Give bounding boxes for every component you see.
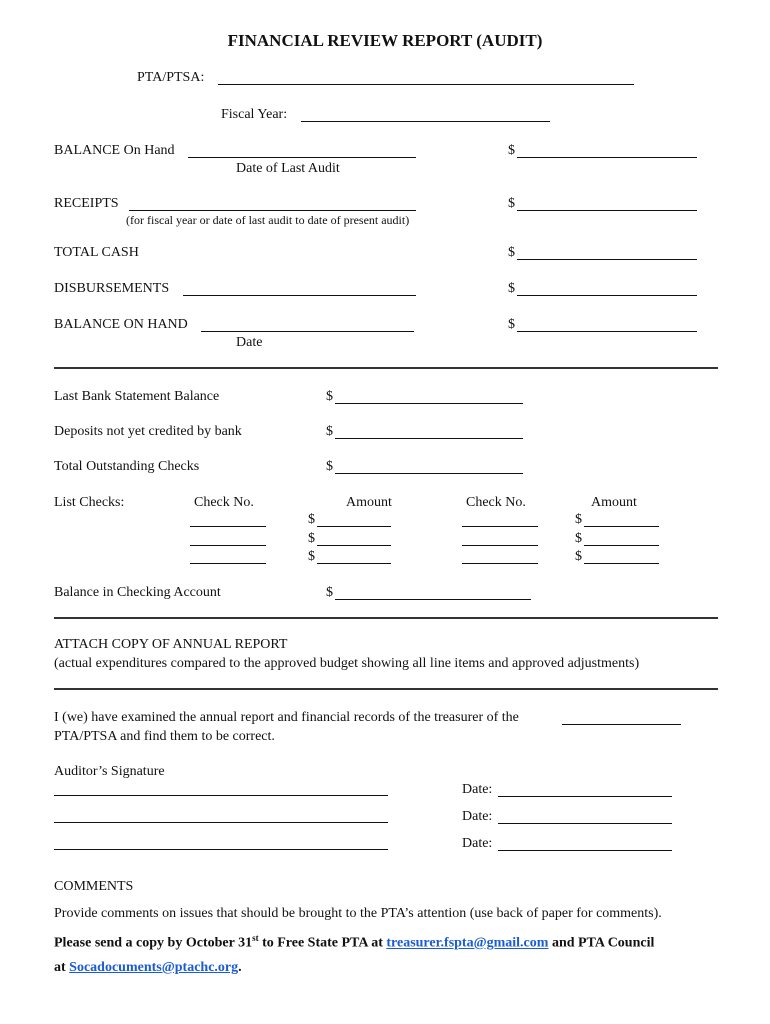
check-no-field[interactable] (190, 545, 266, 546)
balance-on-hand-end-label: BALANCE ON HAND (54, 317, 188, 332)
send-and: and PTA Council (548, 935, 655, 951)
signature-date-field[interactable] (498, 850, 672, 851)
last-bank-statement-label: Last Bank Statement Balance (54, 389, 220, 404)
pta-label: PTA/PTSA: (137, 70, 205, 85)
period: . (238, 960, 242, 975)
balance-on-hand-label: BALANCE On Hand (54, 143, 175, 158)
check-no-field[interactable] (462, 526, 538, 527)
amount-header: Amount (591, 495, 637, 510)
comments-heading: COMMENTS (54, 879, 134, 894)
dollar-sign: $ (575, 549, 582, 564)
date-label: Date: (462, 836, 493, 851)
check-no-header: Check No. (466, 495, 526, 510)
disbursements-amount[interactable] (517, 295, 697, 296)
list-checks-label: List Checks: (54, 495, 125, 510)
section-divider (54, 688, 718, 690)
check-amount-field[interactable] (584, 545, 659, 546)
dollar-sign: $ (575, 531, 582, 546)
send-instructions (54, 933, 654, 952)
balance-on-hand-amount[interactable] (517, 157, 697, 158)
check-no-header: Check No. (194, 495, 254, 510)
check-amount-field[interactable] (317, 563, 391, 564)
balance-checking-amount[interactable] (335, 599, 531, 600)
fiscal-year-label: Fiscal Year: (221, 107, 288, 122)
dollar-sign: $ (508, 196, 515, 211)
send-mid: to Free State PTA at (258, 935, 387, 951)
email-link-council[interactable]: Socadocuments@ptachc.org (69, 960, 239, 975)
send-sup: st (252, 933, 259, 943)
attach-note: (actual expenditures compared to the approved budget showing all line items and approved adjustments) (54, 656, 640, 671)
fiscal-year-field[interactable] (301, 121, 550, 122)
dollar-sign: $ (326, 424, 333, 439)
send-instructions-continued (54, 960, 242, 976)
date-label: Date: (462, 809, 493, 824)
dollar-sign: $ (326, 459, 333, 474)
certify-line-2: PTA/PTSA and find them to be correct. (54, 729, 275, 744)
comments-text: Provide comments on issues that should be brought to the PTA’s attention (use back of paper for comments). (54, 906, 662, 921)
at-label: at (54, 960, 70, 975)
disbursements-label: DISBURSEMENTS (54, 281, 170, 296)
outstanding-checks-label: Total Outstanding Checks (54, 459, 200, 474)
pta-name-field[interactable] (218, 84, 634, 85)
check-no-field[interactable] (462, 545, 538, 546)
balance-on-hand-end-amount[interactable] (517, 331, 697, 332)
signature-date-field[interactable] (498, 796, 672, 797)
check-amount-field[interactable] (317, 545, 391, 546)
check-no-field[interactable] (462, 563, 538, 564)
check-amount-field[interactable] (584, 526, 659, 527)
deposits-label: Deposits not yet credited by bank (54, 424, 242, 439)
dollar-sign: $ (575, 512, 582, 527)
balance-on-hand-field[interactable] (188, 157, 416, 158)
total-cash-label: TOTAL CASH (54, 245, 139, 260)
total-cash-amount[interactable] (517, 259, 697, 260)
check-amount-field[interactable] (584, 563, 659, 564)
certify-line-1: I (we) have examined the annual report and financial records of the treasurer of the (54, 710, 519, 725)
auditor-signature-field[interactable] (54, 849, 388, 850)
auditor-signature-label: Auditor’s Signature (54, 764, 165, 779)
dollar-sign: $ (326, 585, 333, 600)
balance-checking-label: Balance in Checking Account (54, 585, 221, 600)
receipts-amount[interactable] (517, 210, 697, 211)
send-prefix: Please send a copy by October 31 (54, 935, 253, 951)
section-divider (54, 367, 718, 369)
dollar-sign: $ (308, 549, 315, 564)
date-label: Date (236, 335, 263, 350)
dollar-sign: $ (508, 317, 515, 332)
dollar-sign: $ (508, 281, 515, 296)
attach-heading: ATTACH COPY OF ANNUAL REPORT (54, 637, 288, 652)
signature-date-field[interactable] (498, 823, 672, 824)
check-no-field[interactable] (190, 526, 266, 527)
dollar-sign: $ (508, 245, 515, 260)
dollar-sign: $ (508, 143, 515, 158)
date-of-last-audit-label: Date of Last Audit (236, 161, 340, 176)
deposits-amount[interactable] (335, 438, 523, 439)
page-title: FINANCIAL REVIEW REPORT (AUDIT) (227, 31, 543, 50)
receipts-label: RECEIPTS (54, 196, 119, 211)
email-link-fspta[interactable]: treasurer.fspta@gmail.com (386, 935, 549, 951)
disbursements-field[interactable] (183, 295, 416, 296)
dollar-sign: $ (308, 531, 315, 546)
dollar-sign: $ (326, 389, 333, 404)
section-divider (54, 617, 718, 619)
check-no-field[interactable] (190, 563, 266, 564)
auditor-signature-field[interactable] (54, 795, 388, 796)
receipts-note: (for fiscal year or date of last audit to date of present audit) (126, 213, 410, 227)
dollar-sign: $ (308, 512, 315, 527)
check-amount-field[interactable] (317, 526, 391, 527)
last-bank-statement-amount[interactable] (335, 403, 523, 404)
balance-on-hand-end-field[interactable] (201, 331, 414, 332)
receipts-field[interactable] (129, 210, 416, 211)
outstanding-checks-amount[interactable] (335, 473, 523, 474)
pta-name-field[interactable] (562, 724, 681, 725)
amount-header: Amount (346, 495, 392, 510)
date-label: Date: (462, 782, 493, 797)
auditor-signature-field[interactable] (54, 822, 388, 823)
